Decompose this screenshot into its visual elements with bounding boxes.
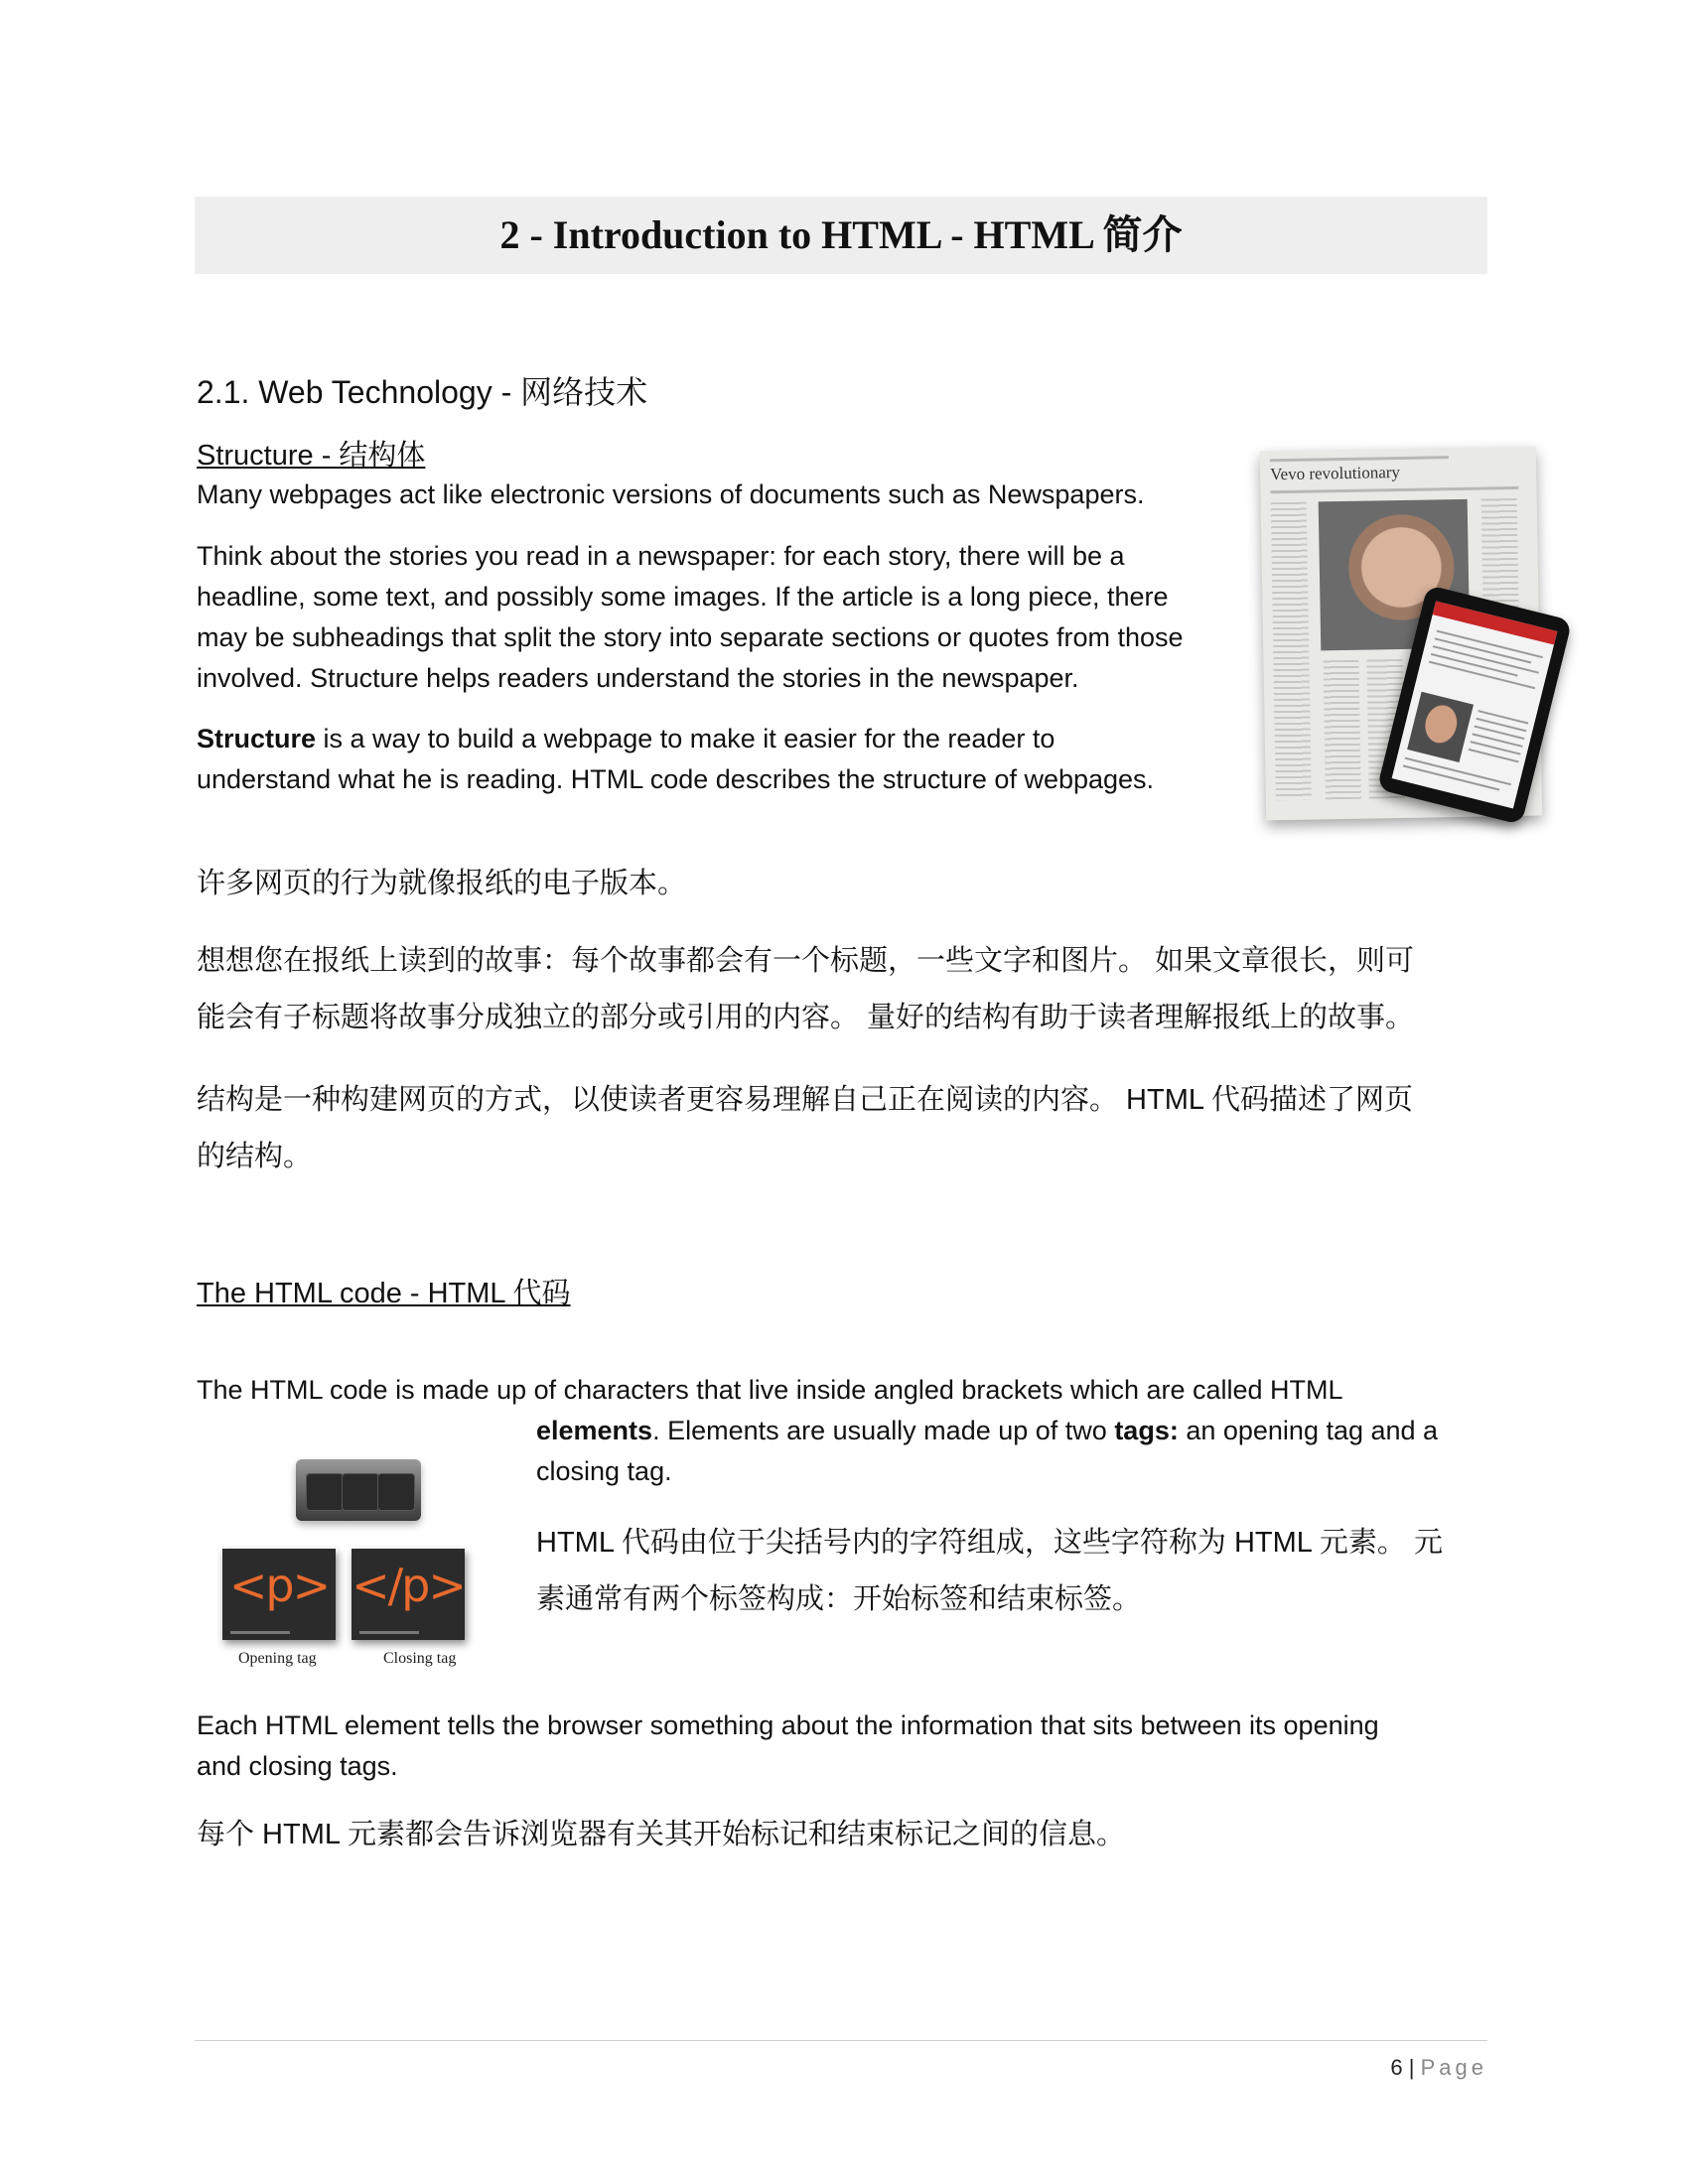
html-code-heading: The HTML code - HTML 代码 xyxy=(197,1278,571,1309)
text-line: involved. Structure helps readers understand the stories in the newspaper. xyxy=(197,663,1079,693)
text-span: is a way to build a webpage to make it easier for the reader to xyxy=(316,724,1055,753)
page-number: 6 xyxy=(1390,2055,1403,2080)
newspaper-tablet-image xyxy=(1263,449,1553,824)
text-line: 结构是一种构建网页的方式，以使读者更容易理解自己正在阅读的内容。 HTML 代码描述了网页 xyxy=(197,1084,1413,1116)
structure-paragraph-3 xyxy=(197,719,1259,800)
text-line: 的结构。 xyxy=(197,1141,313,1172)
text-line: headline, some text, and possibly some images. If the article is a long piece, there xyxy=(197,582,1169,612)
text-line xyxy=(197,719,1259,759)
chinese-paragraph-2 xyxy=(197,933,1487,1046)
html-code-intro: The HTML code is made up of characters that live inside angled brackets which are called HTML xyxy=(197,1375,1343,1405)
text-span: an opening tag and a xyxy=(1178,1416,1439,1445)
closing-tag-glyph: </p> xyxy=(352,1559,465,1612)
text-line: 想想您在报纸上读到的故事：每个故事都会有一个标题，一些文字和图片。 如果文章很长，则可 xyxy=(197,945,1415,977)
html-code-elements-text xyxy=(536,1411,1489,1492)
structure-heading: Structure - 结构体 xyxy=(197,440,426,472)
each-element-chinese: 每个 HTML 元素都会告诉浏览器有关其开始标记和结束标记之间的信息。 xyxy=(197,1819,1125,1850)
elements-bold: elements xyxy=(536,1416,653,1445)
opening-tag-card xyxy=(222,1549,336,1640)
section-heading: 2.1. Web Technology - 网络技术 xyxy=(197,374,648,410)
keyboard-keys-image xyxy=(296,1459,421,1521)
opening-tag-caption: Opening tag xyxy=(238,1650,317,1667)
page-title: 2 - Introduction to HTML - HTML 简介 xyxy=(499,212,1183,257)
page-label: Page xyxy=(1420,2055,1487,2080)
chinese-paragraph-3 xyxy=(197,1072,1487,1185)
structure-paragraph-1: Many webpages act like electronic versions of documents such as Newspapers. xyxy=(197,479,1145,509)
html-code-chinese xyxy=(536,1515,1489,1628)
opening-tag-glyph: <p> xyxy=(228,1559,330,1612)
text-line xyxy=(536,1411,1489,1451)
text-line: and closing tags. xyxy=(197,1751,398,1781)
tags-bold: tags: xyxy=(1114,1416,1179,1445)
text-line: 素通常有两个标签构成：开始标签和结束标签。 xyxy=(536,1583,1142,1615)
structure-bold: Structure xyxy=(197,724,317,753)
footer-separator: | xyxy=(1408,2055,1415,2080)
text-span: . Elements are usually made up of two xyxy=(652,1416,1115,1445)
newspaper-masthead: Vevo revolutionary xyxy=(1270,462,1401,484)
text-line: HTML 代码由位于尖括号内的字符组成，这些字符称为 HTML 元素。 元 xyxy=(536,1527,1443,1559)
structure-paragraph-2 xyxy=(197,536,1259,699)
closing-tag-card xyxy=(352,1549,465,1640)
text-line: Think about the stories you read in a newspaper: for each story, there will be a xyxy=(197,541,1125,571)
text-line: 能会有子标题将故事分成独立的部分或引用的内容。 量好的结构有助于读者理解报纸上的故事。 xyxy=(197,1002,1415,1033)
each-element-paragraph xyxy=(197,1706,1487,1787)
text-line: Each HTML element tells the browser something about the information that sits between its opening xyxy=(197,1710,1379,1740)
text-line: closing tag. xyxy=(536,1456,672,1486)
text-line: may be subheadings that split the story into separate sections or quotes from those xyxy=(197,622,1184,652)
page-footer xyxy=(1370,2055,1487,2081)
text-line: understand what he is reading. HTML code describes the structure of webpages. xyxy=(197,764,1155,794)
closing-tag-caption: Closing tag xyxy=(383,1650,457,1667)
chinese-paragraph-1: 许多网页的行为就像报纸的电子版本。 xyxy=(197,868,687,899)
footer-divider xyxy=(195,2040,1487,2041)
